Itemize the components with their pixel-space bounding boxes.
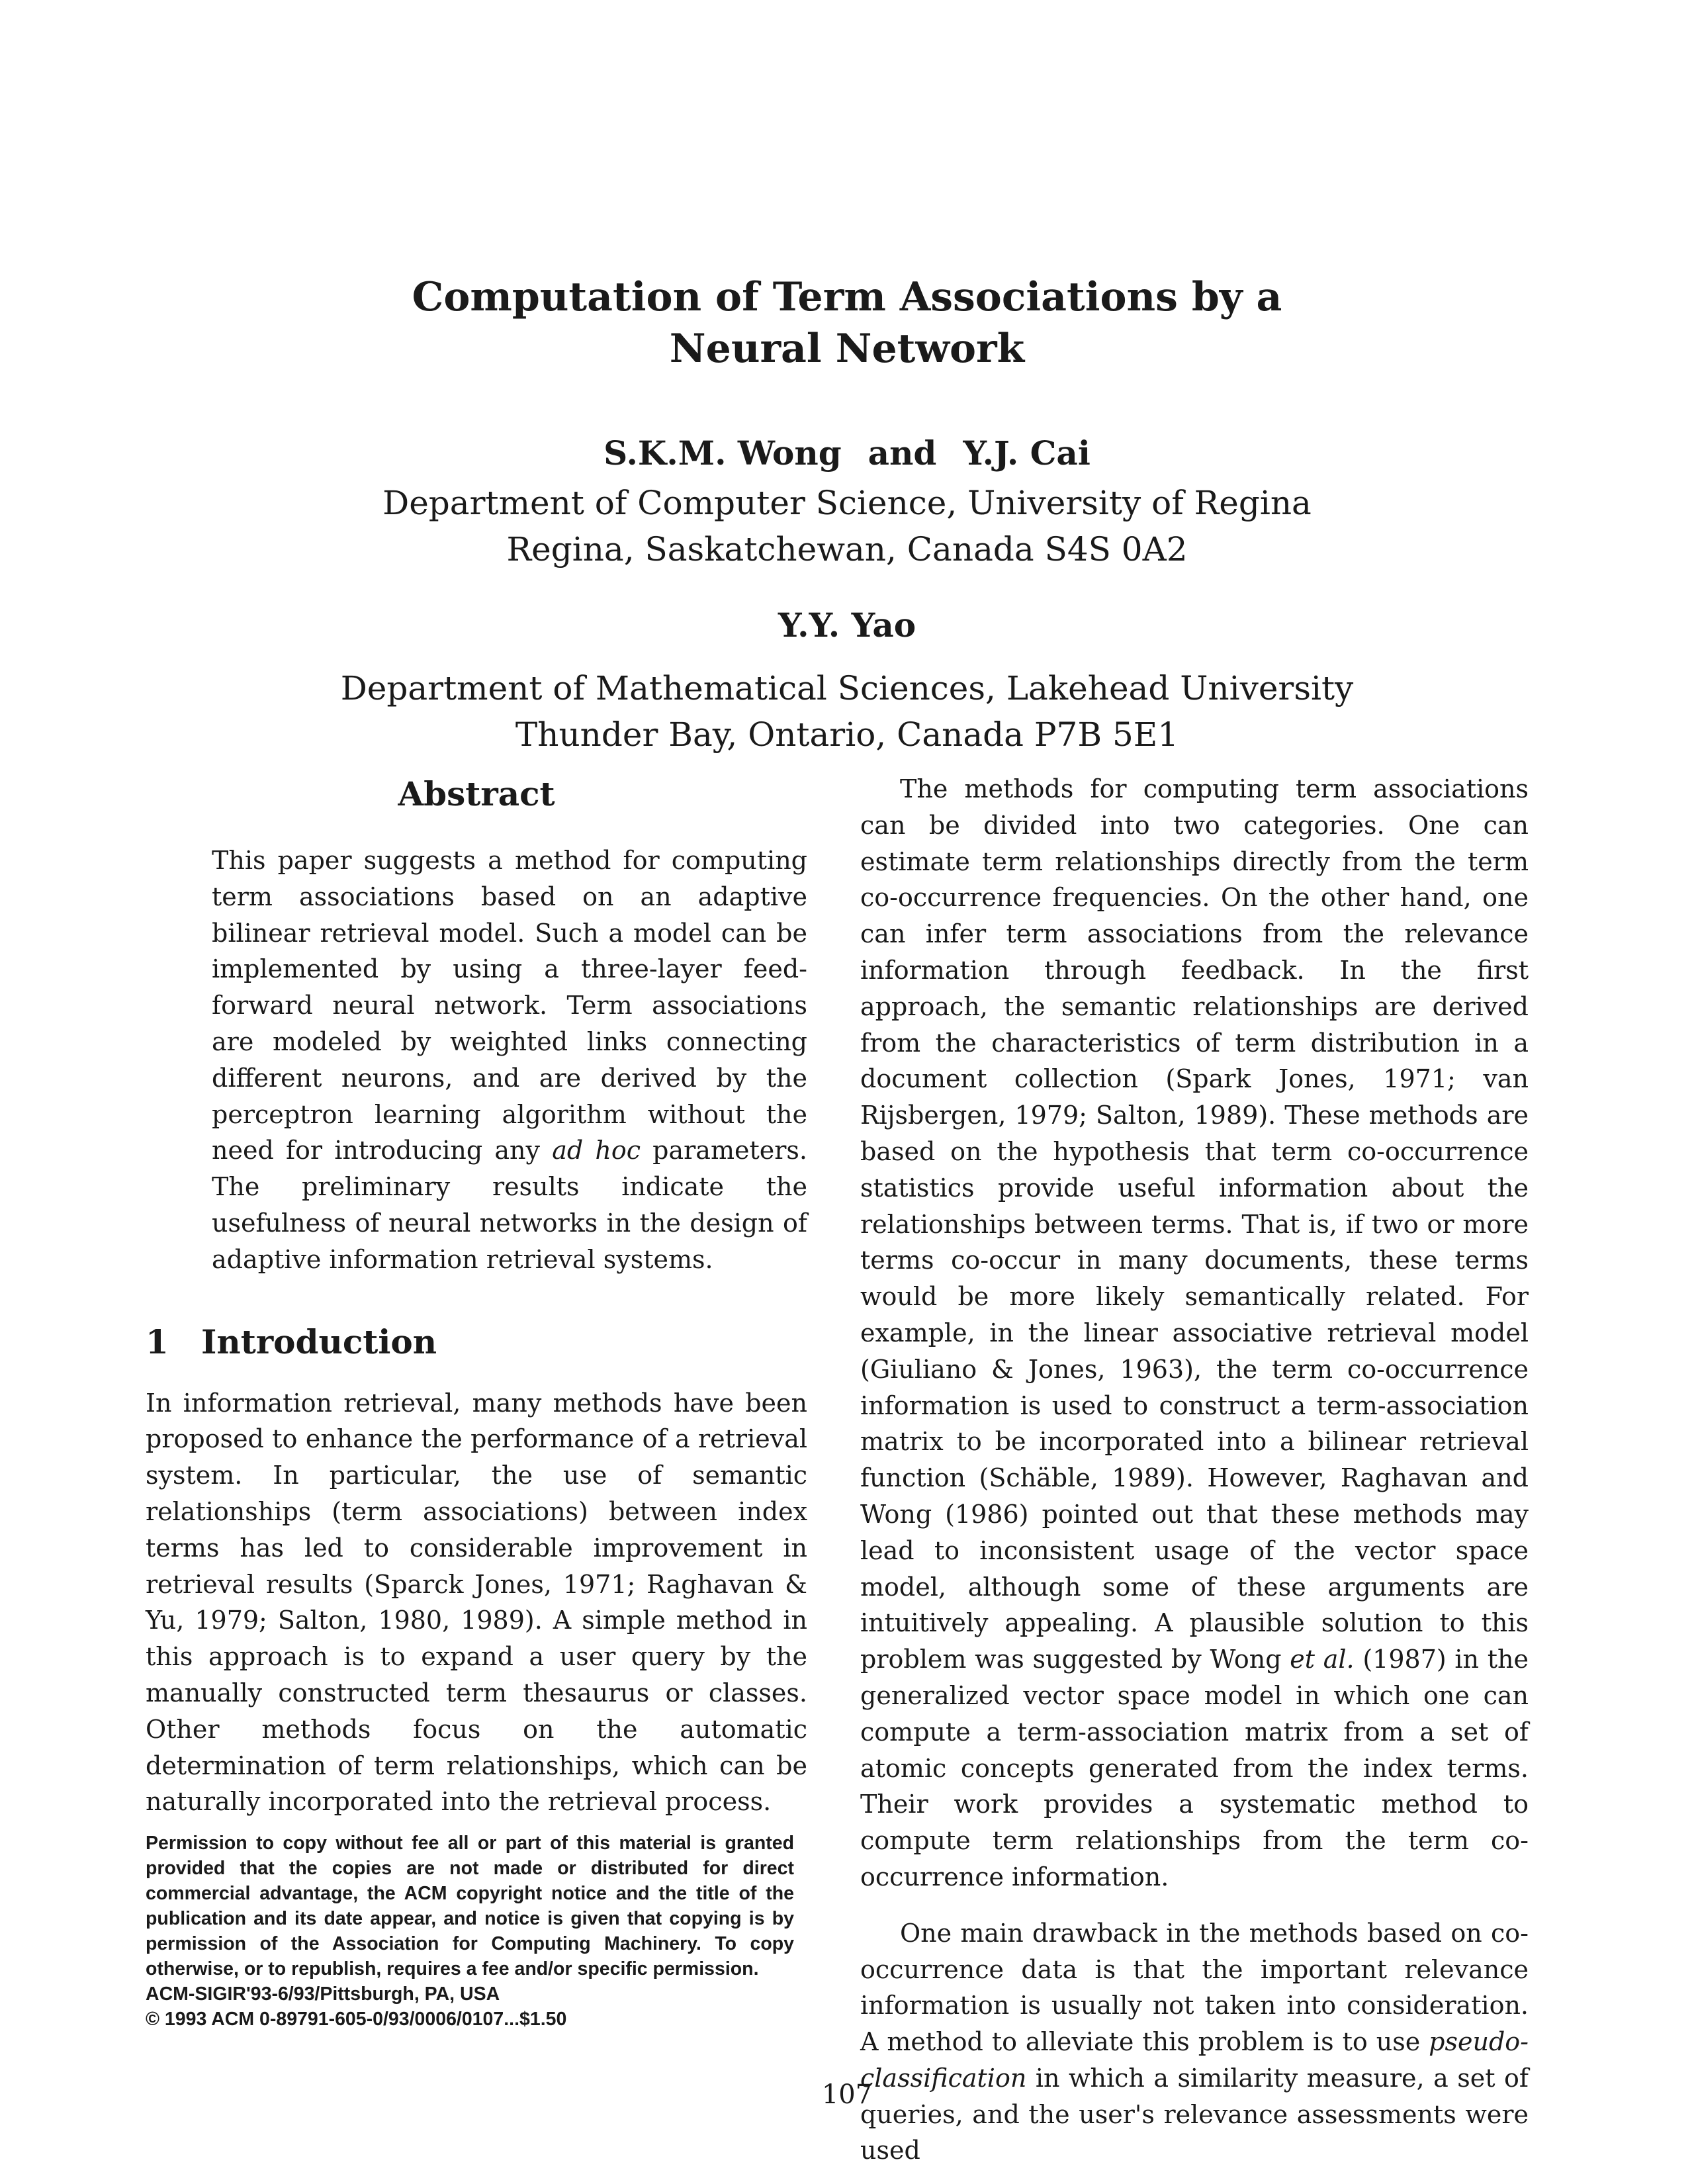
affiliation-lakehead-line-2: Thunder Bay, Ontario, Canada P7B 5E1	[515, 715, 1179, 754]
abstract-text	[212, 842, 807, 1278]
right-paragraph-2-part-2: in which a similarity measure, a set of queries, and the user's relevance assessments were used	[860, 2063, 1529, 2165]
affiliation-regina-line-1: Department of Computer Science, University of Regina	[382, 484, 1312, 522]
section-number: 1	[146, 1322, 169, 1361]
affiliation-regina-line-2: Regina, Saskatchewan, Canada S4S 0A2	[506, 530, 1188, 569]
abstract-text-part-2: parameters. The preliminary results indicate the usefulness of neural networks in the design of adaptive information retrieval systems.	[212, 1136, 807, 1274]
author-wong: S.K.M. Wong	[603, 433, 842, 473]
affiliation-regina	[0, 480, 1694, 572]
section-title: Introduction	[201, 1322, 437, 1361]
copyright-line: © 1993 ACM 0-89791-605-0/93/0006/0107...$1.50	[146, 2009, 567, 2030]
right-paragraph-1-part-1: The methods for computing term associations can be divided into two categories. One can estimate term relationships directly from the term co-occurrence frequencies. On the other hand, one can infer term associations from the relevance information through feedback. In the first approach, the semantic relationships are derived from the characteristics of term distribution in a document collection (Spark Jones, 1971; van Rijsbergen, 1979; Salton, 1989). These methods are based on the hypothesis that term co-occurrence statistics provide useful information about the relationships between terms. That is, if two or more terms co-occur in many documents, these terms would be more likely semantically related. For example, in the linear associative retrieval model (Giuliano & Jones, 1963), the term co-occurrence information is used to construct a term-association matrix to be incorporated into a bilinear retrieval function (Schäble, 1989). However, Raghavan and Wong (1986) pointed out that these methods may lead to inconsistent usage of the vector space model, although some of these arguments are intuitively appealing. A plausible solution to this problem was suggested by Wong	[860, 774, 1529, 1674]
affiliation-lakehead	[0, 665, 1694, 758]
author-cai: Y.J. Cai	[963, 433, 1091, 473]
right-paragraph-2-italic: pseudo-classification	[860, 2027, 1529, 2093]
author-line	[0, 430, 1694, 477]
right-paragraph-1	[860, 771, 1529, 1895]
title-line-1: Computation of Term Associations by a	[412, 274, 1282, 320]
right-paragraph-2	[860, 1915, 1529, 2169]
left-column	[146, 771, 807, 2032]
author-yao: Y.Y. Yao	[778, 606, 916, 645]
author-conjunction: and	[868, 433, 937, 473]
introduction-paragraph-1: In information retrieval, many methods have been proposed to enhance the performance of a retrieval system. In particular, the use of semantic relationships (term associations) between index terms has led to considerable improvement in retrieval results (Sparck Jones, 1971; Raghavan & Yu, 1979; Salton, 1980, 1989). A simple method in this approach is to expand a user query by the manually constructed term thesaurus or classes. Other methods focus on the automatic determination of term relationships, which can be naturally incorporated into the retrieval process.	[146, 1388, 807, 1817]
right-paragraph-1-italic: et al.	[1290, 1645, 1355, 1674]
title-line-2: Neural Network	[669, 326, 1025, 372]
affiliation-lakehead-line-1: Department of Mathematical Sciences, Lakehead University	[340, 669, 1354, 707]
abstract-heading: Abstract	[398, 774, 555, 813]
permission-notice	[146, 1831, 794, 2032]
right-paragraph-1-part-2: (1987) in the generalized vector space model in which one can compute a term-association matrix from a set of atomic concepts generated from the index terms. Their work provides a systematic method to compute term relationships from the term co-occurrence information.	[860, 1645, 1529, 1891]
abstract-italic-term: ad hoc	[552, 1136, 641, 1165]
conference-info: ACM-SIGIR'93-6/93/Pittsburgh, PA, USA	[146, 1983, 500, 2005]
paper-title	[0, 271, 1694, 375]
permission-text: Permission to copy without fee all or part of this material is granted provided that the copies are not made or distributed for direct commercial advantage, the ACM copyright notice and the title of the publication and its date appear, and notice is given that copying is by permission of the Association for Computing Machinery. To copy otherwise, or to republish, requires a fee and/or specific permission.	[146, 1833, 794, 1980]
abstract-text-part-1: This paper suggests a method for computing term associations based on an adaptive bilinear retrieval model. Such a model can be implemented by using a three-layer feed-forward neural network. Term associations are modeled by weighted links connecting different neurons, and are derived by the perceptron learning algorithm without the need for introducing any	[212, 846, 807, 1165]
right-paragraph-2-part-1: One main drawback in the methods based on co-occurrence data is that the important relevance information is usually not taken into consideration. A method to alleviate this problem is to use	[860, 1918, 1529, 2057]
right-column	[860, 771, 1529, 2169]
section-heading-introduction	[146, 1319, 807, 1365]
page-number: 107	[821, 2079, 873, 2110]
